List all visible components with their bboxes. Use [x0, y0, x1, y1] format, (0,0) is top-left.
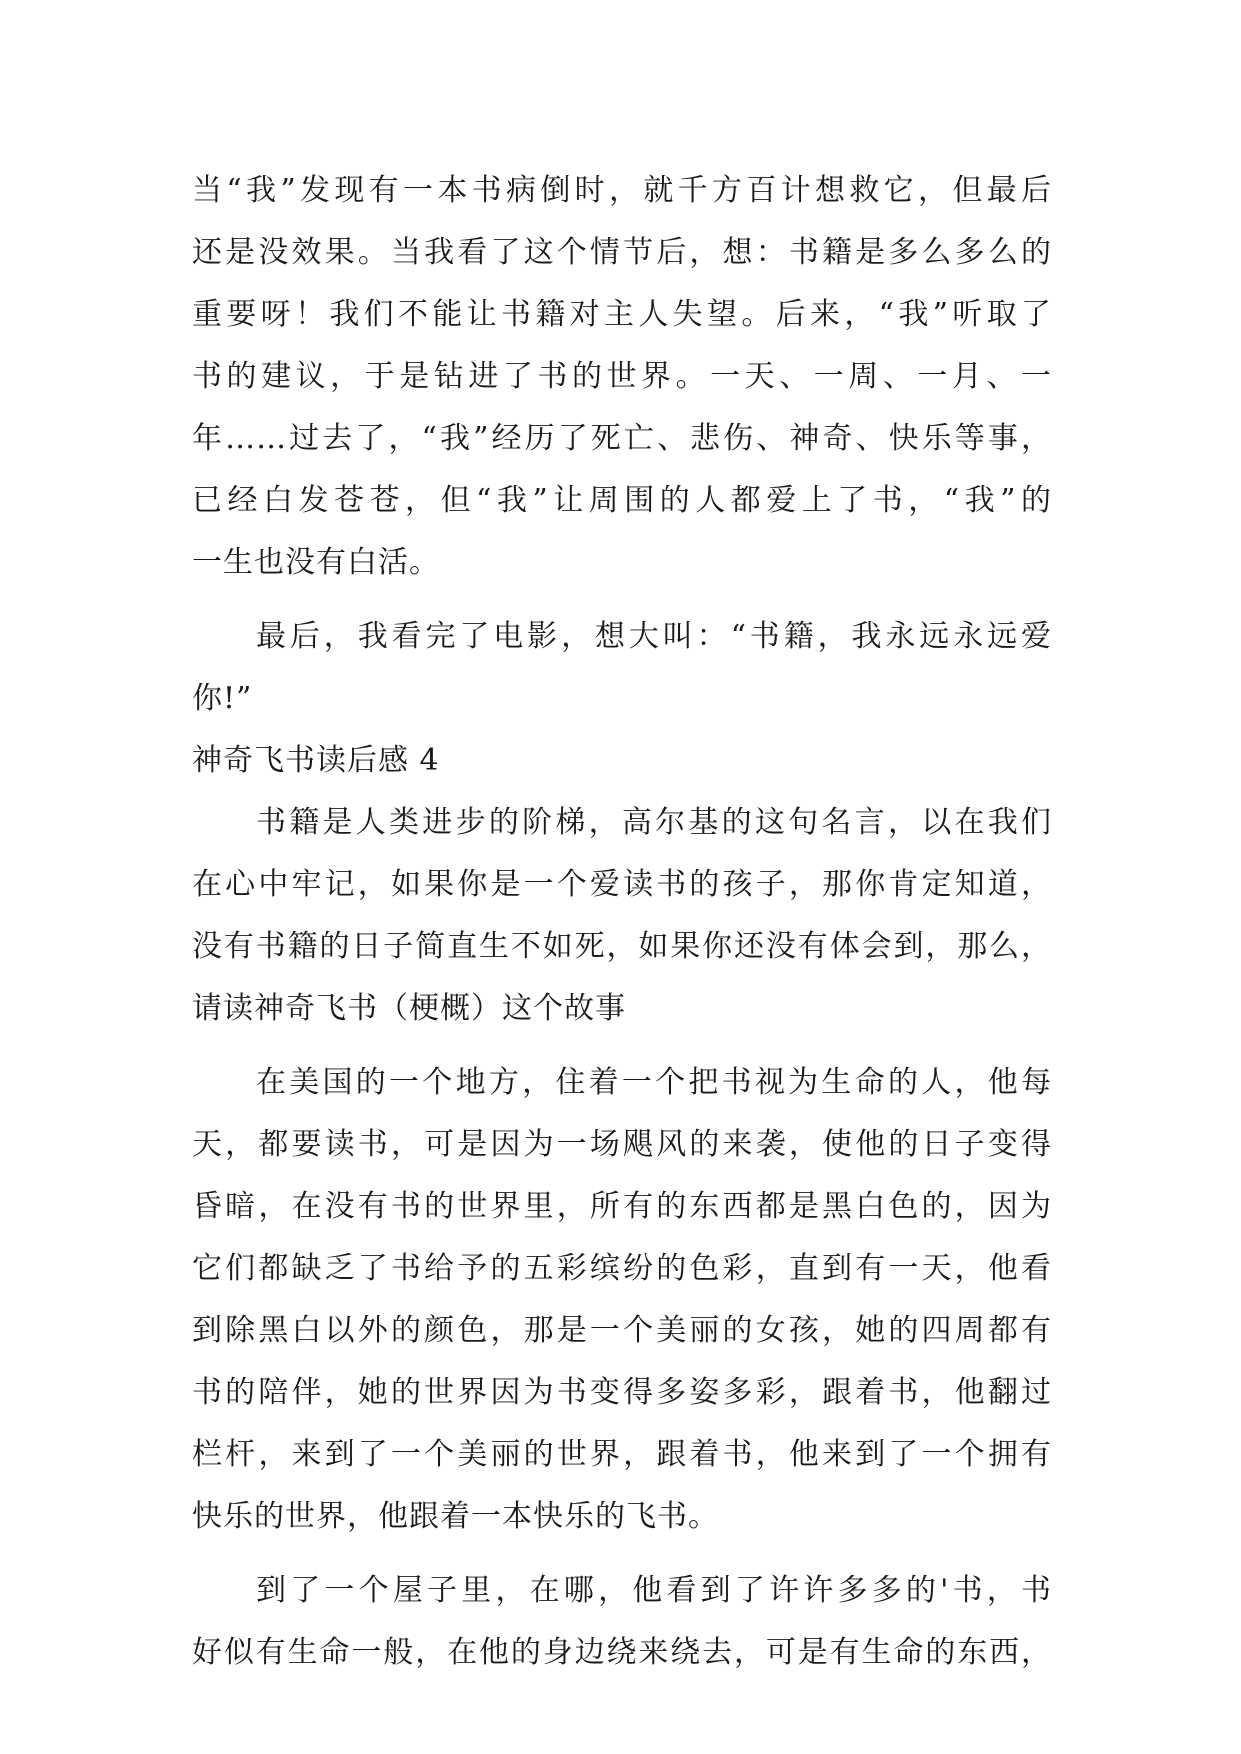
section-heading: 神奇飞书读后感 4	[192, 743, 440, 778]
paragraph-line: 好似有生命一般，在他的身边绕来绕去，可是有生命的东西，	[192, 1635, 1052, 1670]
paragraph-line: 你!”	[192, 681, 253, 716]
paragraph-line: 在美国的一个地方，住着一个把书视为生命的人，他每	[256, 1065, 1052, 1100]
paragraph-line: 已经白发苍苍，但“我”让周围的人都爱上了书，“我”的	[192, 483, 1052, 518]
paragraph-line: 到了一个屋子里，在哪，他看到了许许多多的'书，书	[256, 1573, 1052, 1608]
paragraph-line: 书的建议，于是钻进了书的世界。一天、一周、一月、一	[192, 359, 1052, 394]
paragraph-line: 在心中牢记，如果你是一个爱读书的孩子，那你肯定知道，	[192, 867, 1052, 902]
paragraph-line: 当“我”发现有一本书病倒时，就千方百计想救它，但最后	[192, 173, 1052, 208]
paragraph-line: 到除黑白以外的颜色，那是一个美丽的女孩，她的四周都有	[192, 1313, 1052, 1348]
paragraph-line: 昏暗，在没有书的世界里，所有的东西都是黑白色的，因为	[192, 1189, 1052, 1224]
paragraph-line: 书的陪伴，她的世界因为书变得多姿多彩，跟着书，他翻过	[192, 1375, 1052, 1410]
paragraph-line: 年……过去了，“我”经历了死亡、悲伤、神奇、快乐等事，	[192, 421, 1052, 456]
document-body	[192, 160, 1052, 1684]
paragraph-line: 还是没效果。当我看了这个情节后，想：书籍是多么多么的	[192, 235, 1052, 270]
paragraph-line: 它们都缺乏了书给予的五彩缤纷的色彩，直到有一天，他看	[192, 1251, 1052, 1286]
paragraph-line: 没有书籍的日子简直生不如死，如果你还没有体会到，那么，	[192, 929, 1052, 964]
paragraph-line: 请读神奇飞书（梗概）这个故事	[192, 991, 626, 1026]
paragraph-line: 重要呀！我们不能让书籍对主人失望。后来，“我”听取了	[192, 297, 1052, 332]
paragraph-line: 天，都要读书，可是因为一场飓风的来袭，使他的日子变得	[192, 1127, 1052, 1162]
paragraph-line: 一生也没有白活。	[192, 545, 440, 580]
paragraph-line: 快乐的世界，他跟着一本快乐的飞书。	[192, 1499, 719, 1534]
paragraph-line: 栏杆，来到了一个美丽的世界，跟着书，他来到了一个拥有	[192, 1437, 1052, 1472]
paragraph-line: 书籍是人类进步的阶梯，高尔基的这句名言，以在我们	[256, 805, 1052, 840]
paragraph-line: 最后，我看完了电影，想大叫：“书籍，我永远永远爱	[256, 619, 1052, 654]
